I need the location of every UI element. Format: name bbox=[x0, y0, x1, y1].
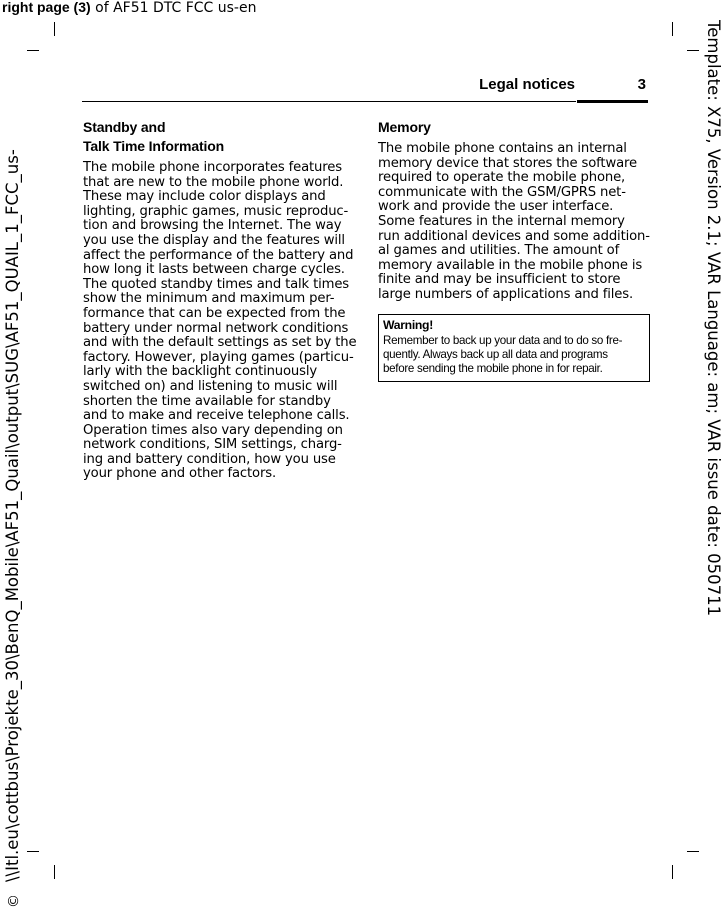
text-line: network conditions, SIM settings, charg- bbox=[83, 437, 342, 453]
warning-box bbox=[378, 314, 650, 382]
text-line: large numbers of applications and files. bbox=[378, 286, 634, 302]
crop-mark bbox=[54, 22, 55, 36]
copyright-symbol: © bbox=[6, 894, 22, 908]
text-line: The mobile phone incorporates features bbox=[83, 160, 342, 175]
page-header bbox=[82, 74, 648, 102]
warning-title: Warning! bbox=[383, 317, 433, 332]
warning-line: Remember to back up your data and to do so fre- bbox=[383, 333, 623, 347]
header-rule bbox=[82, 101, 576, 102]
crop-mark bbox=[687, 50, 699, 51]
text-line: memory available in the mobile phone is bbox=[378, 257, 643, 273]
warning-line: before sending the mobile phone in for repair. bbox=[383, 362, 603, 376]
text-line: The mobile phone contains an internal bbox=[378, 141, 627, 156]
text-line: al games and utilities. The amount of bbox=[378, 243, 620, 259]
text-line: These may include color displays and bbox=[83, 189, 326, 205]
text-line: shorten the time available for standby bbox=[83, 393, 331, 409]
text-line: larly with the backlight continuously bbox=[83, 364, 318, 380]
text-line: and with the default settings as set by the bbox=[83, 335, 357, 351]
text-line: The quoted standby times and talk times bbox=[83, 276, 350, 292]
crop-mark bbox=[672, 865, 673, 879]
page-number: 3 bbox=[637, 76, 646, 93]
standby-paragraph bbox=[83, 160, 357, 482]
section-heading-standby bbox=[83, 118, 353, 156]
template-info: Template: X75, Version 2.1; VAR Language: am; VAR issue date: 050711 bbox=[704, 20, 723, 617]
header-rule-thick bbox=[577, 100, 648, 103]
text-line: required to operate the mobile phone, bbox=[378, 170, 626, 186]
text-line: lighting, graphic games, music reproduc- bbox=[83, 203, 349, 219]
text-line: and to make and receive telephone calls. bbox=[83, 408, 350, 424]
text-line: battery under normal network conditions bbox=[83, 320, 349, 336]
heading-line: Standby and bbox=[83, 119, 166, 135]
heading-line: Talk Time Information bbox=[83, 138, 225, 154]
text-line: run additional devices and some addition- bbox=[378, 228, 650, 244]
text-line: Some features in the internal memory bbox=[378, 213, 625, 229]
text-line: that are new to the mobile phone world. bbox=[83, 174, 344, 190]
slug-bold: right page (3) bbox=[2, 0, 91, 15]
left-column bbox=[83, 118, 357, 482]
text-line: Operation times also vary depending on bbox=[83, 422, 343, 438]
text-line: your phone and other factors. bbox=[83, 466, 276, 482]
memory-paragraph bbox=[378, 142, 648, 303]
text-line: you use the display and the features will bbox=[83, 232, 345, 248]
warning-line: quently. Always back up all data and programs bbox=[383, 348, 608, 362]
text-line: ing and battery condition, how you use bbox=[83, 451, 336, 467]
crop-mark bbox=[27, 851, 39, 852]
text-line: communicate with the GSM/GPRS net- bbox=[378, 184, 626, 200]
text-line: factory. However, playing games (particu- bbox=[83, 349, 354, 365]
text-line: formance that can be expected from the bbox=[83, 305, 346, 321]
text-line: switched on) and listening to music will bbox=[83, 378, 338, 394]
text-line: memory device that stores the software bbox=[378, 155, 637, 171]
text-line: work and provide the user interface. bbox=[378, 199, 614, 215]
right-column bbox=[378, 118, 648, 382]
crop-mark bbox=[672, 22, 673, 36]
slug-rest: of AF51 DTC FCC us-en bbox=[90, 0, 257, 16]
slug-line bbox=[2, 0, 256, 16]
crop-mark bbox=[687, 851, 699, 852]
text-line: finite and may be insufficient to store bbox=[378, 272, 621, 288]
crop-mark bbox=[54, 865, 55, 879]
section-heading-memory: Memory bbox=[378, 119, 431, 135]
file-path bbox=[0, 48, 26, 908]
text-line: tion and browsing the Internet. The way bbox=[83, 218, 342, 234]
text-line: how long it lasts between charge cycles. bbox=[83, 262, 345, 278]
crop-mark bbox=[27, 50, 39, 51]
file-path-text: \\Itl.eu\cottbus\Projekte_30\BenQ_Mobile\AF51_Quail\output\SUG\AF51_QUAIL_1_FCC_us- bbox=[3, 149, 22, 882]
text-line: show the minimum and maximum per- bbox=[83, 291, 335, 307]
page-title: Legal notices bbox=[479, 76, 575, 93]
text-line: affect the performance of the battery and bbox=[83, 247, 354, 263]
